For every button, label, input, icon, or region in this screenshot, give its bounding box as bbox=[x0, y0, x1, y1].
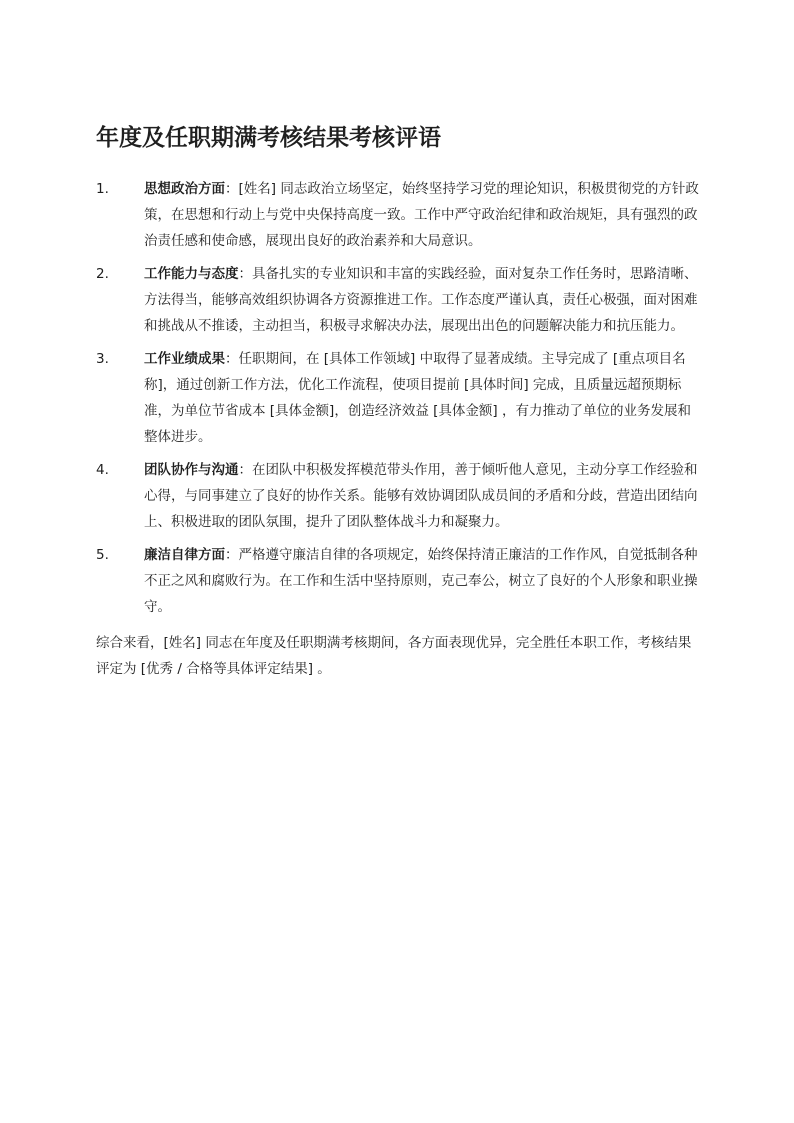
list-item-integrity bbox=[96, 542, 702, 620]
list-item-body: [姓名] 同志政治立场坚定，始终坚持学习党的理论知识，积极贯彻党的方针政策，在思想和行动上与党中央保持高度一致。工作中严守政治纪律和政治规矩，具有强烈的政治责任感和使命感，展现出良好的政治素养和大局意识。 bbox=[144, 181, 699, 249]
list-item-ability bbox=[96, 261, 702, 339]
list-item-body: 具备扎实的专业知识和丰富的实践经验，面对复杂工作任务时，思路清晰、方法得当，能够高效组织协调各方资源推进工作。工作态度严谨认真，责任心极强，面对困难和挑战从不推诿，主动担当，积极寻求解决办法，展现出出色的问题解决能力和抗压能力。 bbox=[144, 266, 698, 334]
list-item-separator: ： bbox=[225, 351, 239, 367]
list-item-number: 1. bbox=[96, 181, 109, 197]
list-item-separator: ： bbox=[238, 266, 252, 282]
list-item-heading: 工作能力与态度 bbox=[144, 266, 239, 282]
list-item-heading: 团队协作与沟通 bbox=[144, 462, 239, 478]
list-item-heading: 廉洁自律方面 bbox=[144, 547, 225, 563]
list-item-body: 在团队中积极发挥模范带头作用，善于倾听他人意见，主动分享工作经验和心得，与同事建立了良好的协作关系。能够有效协调团队成员间的矛盾和分歧，营造出团结向上、积极进取的团队氛围，提升了团队整体战斗力和凝聚力。 bbox=[144, 462, 698, 530]
list-item-heading: 工作业绩成果 bbox=[144, 351, 225, 367]
list-item-separator: ： bbox=[238, 462, 252, 478]
list-item-body: 任职期间，在 [具体工作领域] 中取得了显著成绩。主导完成了 [重点项目名称]，通过创新工作方法，优化工作流程，使项目提前 [具体时间] 完成，且质量远超预期标准，为单位节省成本 [具体金额]，创造经济效益 [具体金额] ，有力推动了单位的业务发展和整体进步。 bbox=[144, 351, 691, 445]
evaluation-list bbox=[96, 176, 702, 620]
page-title: 年度及任职期满考核结果考核评语 bbox=[96, 125, 441, 151]
document-page bbox=[96, 118, 702, 682]
list-item-separator: ： bbox=[225, 547, 239, 563]
list-item-political bbox=[96, 176, 702, 254]
list-item-separator: ： bbox=[225, 181, 239, 197]
list-item-body: 严格遵守廉洁自律的各项规定，始终保持清正廉洁的工作作风，自觉抵制各种不正之风和腐败行为。在工作和生活中坚持原则，克己奉公，树立了良好的个人形象和职业操守。 bbox=[144, 547, 698, 615]
list-item-number: 2. bbox=[96, 266, 109, 282]
list-item-number: 5. bbox=[96, 547, 109, 563]
list-item-teamwork bbox=[96, 457, 702, 535]
list-item-number: 4. bbox=[96, 462, 109, 478]
list-item-performance bbox=[96, 346, 702, 450]
list-item-number: 3. bbox=[96, 351, 109, 367]
summary-paragraph: 综合来看，[姓名] 同志在年度及任职期满考核期间，各方面表现优异，完全胜任本职工作，考核结果评定为 [优秀 / 合格等具体评定结果] 。 bbox=[96, 635, 692, 677]
list-item-heading: 思想政治方面 bbox=[144, 181, 225, 197]
